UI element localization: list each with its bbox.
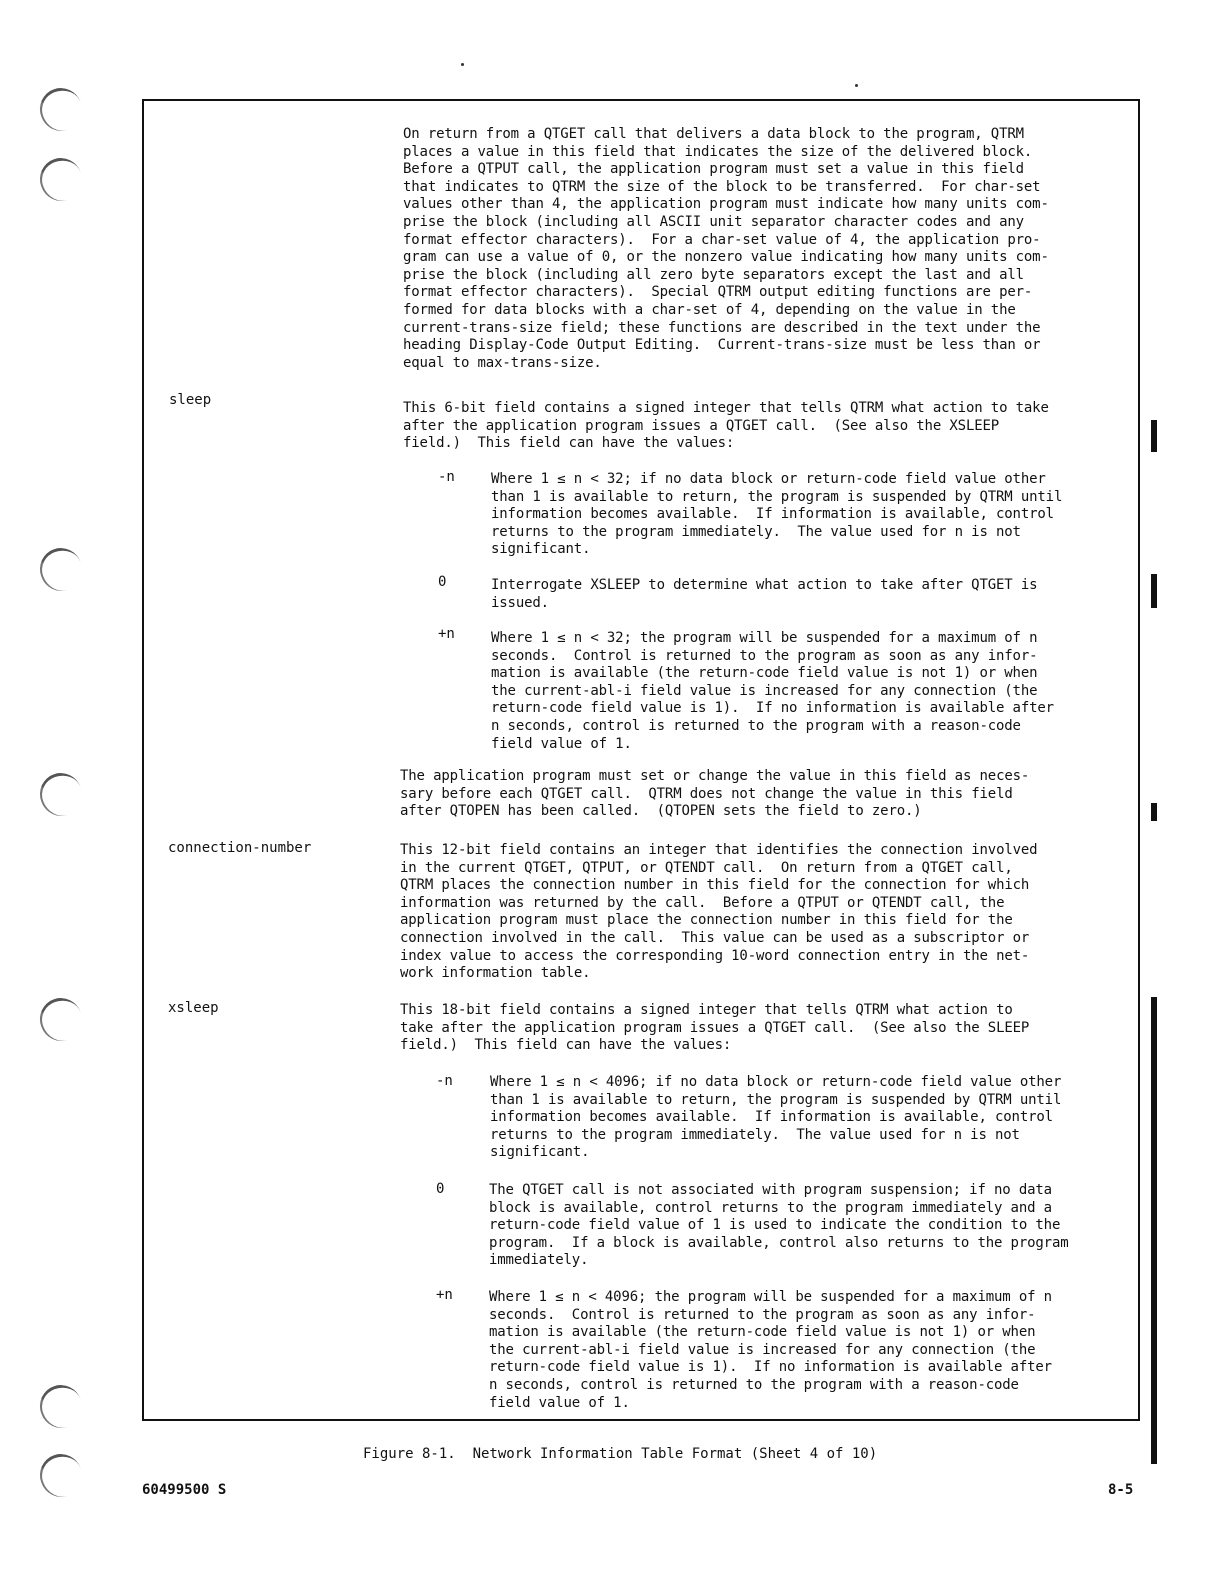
field-term-connection-number: connection-number xyxy=(168,840,312,856)
sleep-value-text: Interrogate XSLEEP to determine what action to take after QTGET is issued. xyxy=(491,577,1038,611)
change-bar xyxy=(1151,420,1157,452)
sleep-value-text: Where 1 ≤ n < 32; if no data block or return-code field value other than 1 is available to return, the program is suspended by QTRM until information becomes available. If information is available, control returns to the program immediately. The value used for n is not significant. xyxy=(491,471,1063,558)
xsleep-value-text: Where 1 ≤ n < 4096; the program will be suspended for a maximum of n seconds. Control is returned to the program as soon as any infor- mation is available (the return-code field value is not 1) or when the current-abl-i field value is increased for any connection (the return-code field value is 1). If no information is available after n seconds, control is returned to the program with a reason-code field value of 1. xyxy=(489,1289,1052,1411)
xsleep-description: This 18-bit field contains a signed integer that tells QTRM what action to take after the application program issues a QTGET call. (See also the SLEEP field.) This field can have the values: xyxy=(400,1002,1030,1054)
page-number: 8-5 xyxy=(1108,1482,1134,1498)
scan-speck xyxy=(855,84,858,87)
punch-hole-mark xyxy=(34,992,88,1047)
sleep-value-label: -n xyxy=(438,469,455,485)
punch-hole-mark xyxy=(34,152,88,207)
intro-paragraph: On return from a QTGET call that delivers a data block to the program, QTRM places a value in this field that indicates the size of the delivered block. Before a QTPUT call, the application program must set a value in this field that indicates to QTRM the size of the block to be transferred. For char-set values other than 4, the application program must indicate how many units com- prise the block (including all ASCII unit separator character codes and any format effector characters). For a char-set value of 4, the application pro- gram can use a value of 0, or the nonzero value indicating how many units com- prise the block (including all zero byte separators except the last and all format effector characters). Special QTRM output editing functions are per- formed for data blocks with a char-set of 4, depending on the value in the current-trans-size field; these functions are described in the text under the heading Display-Code Output Editing. Current-trans-size must be less than or equal to max-trans-size. xyxy=(403,126,1049,371)
change-bar xyxy=(1151,574,1157,608)
sleep-value-label: 0 xyxy=(438,574,447,590)
figure-caption: Figure 8-1. Network Information Table Format (Sheet 4 of 10) xyxy=(363,1446,878,1462)
punch-hole-mark xyxy=(34,767,88,822)
punch-hole-mark xyxy=(34,542,88,597)
xsleep-value-label: 0 xyxy=(436,1181,445,1197)
change-bar xyxy=(1151,803,1157,821)
xsleep-value-text: The QTGET call is not associated with program suspension; if no data block is available, control returns to the program immediately and a return-code field value of 1 is used to indicate the condition to the program. If a block is available, control also returns to the program immediately. xyxy=(489,1182,1069,1269)
xsleep-value-label: -n xyxy=(436,1073,453,1089)
connection-number-description: This 12-bit field contains an integer that identifies the connection involved in the current QTGET, QTPUT, or QTENDT call. On return from a QTGET call, QTRM places the connection number in this field for the connection for which information was returned by the call. Before a QTPUT or QTENDT call, the application program must place the connection number in this field for the connection involved in the call. This value can be used as a subscriptor or index value to access the corresponding 10-word connection entry in the net- work information table. xyxy=(400,842,1038,982)
punch-hole-mark xyxy=(34,1379,88,1434)
xsleep-value-text: Where 1 ≤ n < 4096; if no data block or return-code field value other than 1 is available to return, the program is suspended by QTRM until information becomes available. If information is available, control returns to the program immediately. The value used for n is not significant. xyxy=(490,1074,1062,1161)
field-term-xsleep: xsleep xyxy=(168,1000,219,1016)
punch-hole-mark xyxy=(34,82,88,137)
change-bar xyxy=(1151,997,1157,1464)
sleep-description: This 6-bit field contains a signed integer that tells QTRM what action to take after the application program issues a QTGET call. (See also the XSLEEP field.) This field can have the values: xyxy=(403,400,1049,452)
document-number: 60499500 S xyxy=(142,1482,227,1498)
xsleep-value-label: +n xyxy=(436,1287,453,1303)
punch-hole-mark xyxy=(34,1448,88,1503)
sleep-value-text: Where 1 ≤ n < 32; the program will be suspended for a maximum of n seconds. Control is returned to the program as soon as any infor- mation is available (the return-code field value is not 1) or when the current-abl-i field value is increased for any connection (the return-code field value is 1). If no information is available after n seconds, control is returned to the program with a reason-code field value of 1. xyxy=(491,630,1054,752)
scan-speck xyxy=(461,63,464,66)
sleep-value-label: +n xyxy=(438,626,455,642)
sleep-note: The application program must set or change the value in this field as neces- sary before each QTGET call. QTRM does not change the value in this field after QTOPEN has been called. (QTOPEN sets the field to zero.) xyxy=(400,768,1030,820)
field-term-sleep: sleep xyxy=(169,392,212,408)
